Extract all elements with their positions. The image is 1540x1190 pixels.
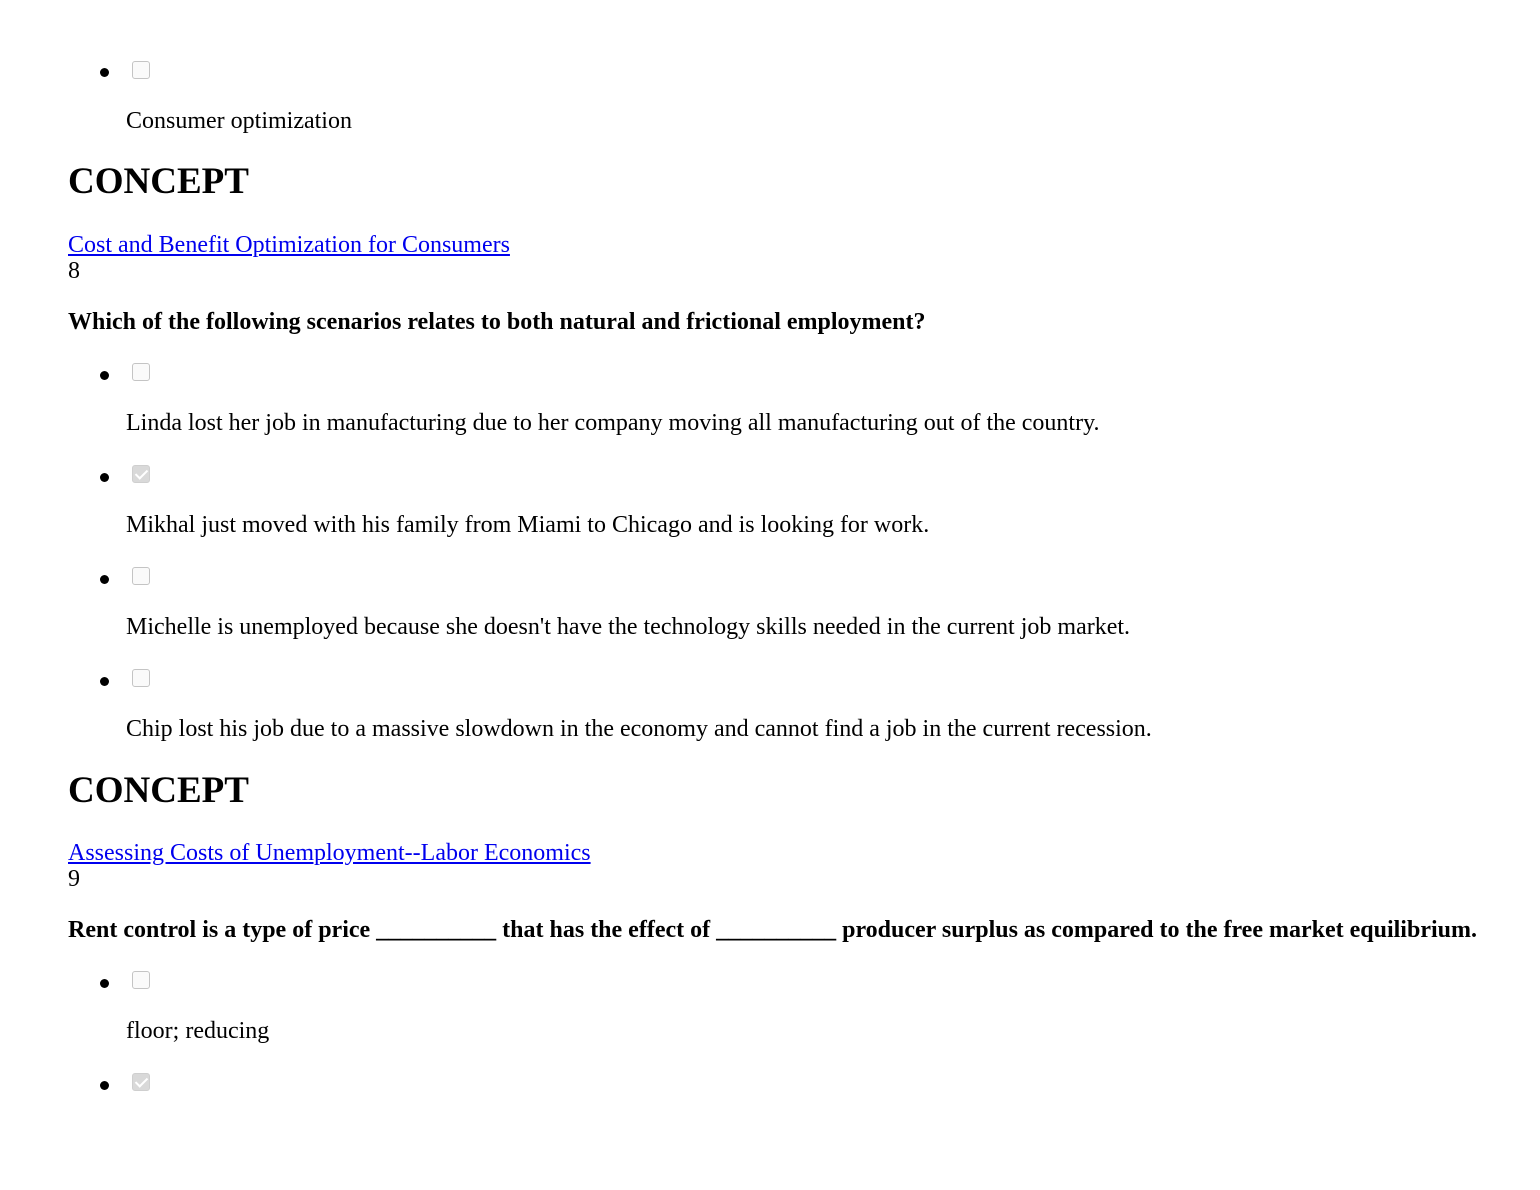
concept-heading: CONCEPT [68, 161, 249, 202]
option-checkbox[interactable] [132, 61, 150, 79]
question-number: 9 [68, 866, 80, 892]
bullet-icon [100, 979, 109, 988]
concept-heading: CONCEPT [68, 770, 249, 811]
question-text: Which of the following scenarios relates to both natural and frictional employment? [68, 309, 926, 335]
bullet-icon [100, 575, 109, 584]
option-checkbox[interactable] [132, 669, 150, 687]
bullet-icon [100, 1081, 109, 1090]
bullet-icon [100, 677, 109, 686]
question-text: Rent control is a type of price __________ that has the effect of __________ producer surplus as compared to the free market equilibrium. [68, 917, 1477, 943]
question-number: 8 [68, 258, 80, 284]
bullet-icon [100, 371, 109, 380]
option-label: Michelle is unemployed because she doesn't have the technology skills needed in the current job market. [126, 614, 1131, 640]
option-label: Mikhal just moved with his family from Miami to Chicago and is looking for work. [126, 512, 930, 538]
concept-link[interactable]: Assessing Costs of Unemployment--Labor Economics [68, 840, 591, 866]
concept-link[interactable]: Cost and Benefit Optimization for Consumers [68, 232, 510, 258]
option-label: Chip lost his job due to a massive slowdown in the economy and cannot find a job in the current recession. [126, 716, 1152, 742]
option-label: Consumer optimization [126, 108, 352, 134]
option-checkbox[interactable] [132, 363, 150, 381]
bullet-icon [100, 68, 109, 77]
option-checkbox-checked[interactable] [132, 1073, 150, 1091]
option-label: floor; reducing [126, 1018, 270, 1044]
option-checkbox-checked[interactable] [132, 465, 150, 483]
option-checkbox[interactable] [132, 971, 150, 989]
option-checkbox[interactable] [132, 567, 150, 585]
bullet-icon [100, 473, 109, 482]
option-label: Linda lost her job in manufacturing due to her company moving all manufacturing out of the country. [126, 410, 1100, 436]
